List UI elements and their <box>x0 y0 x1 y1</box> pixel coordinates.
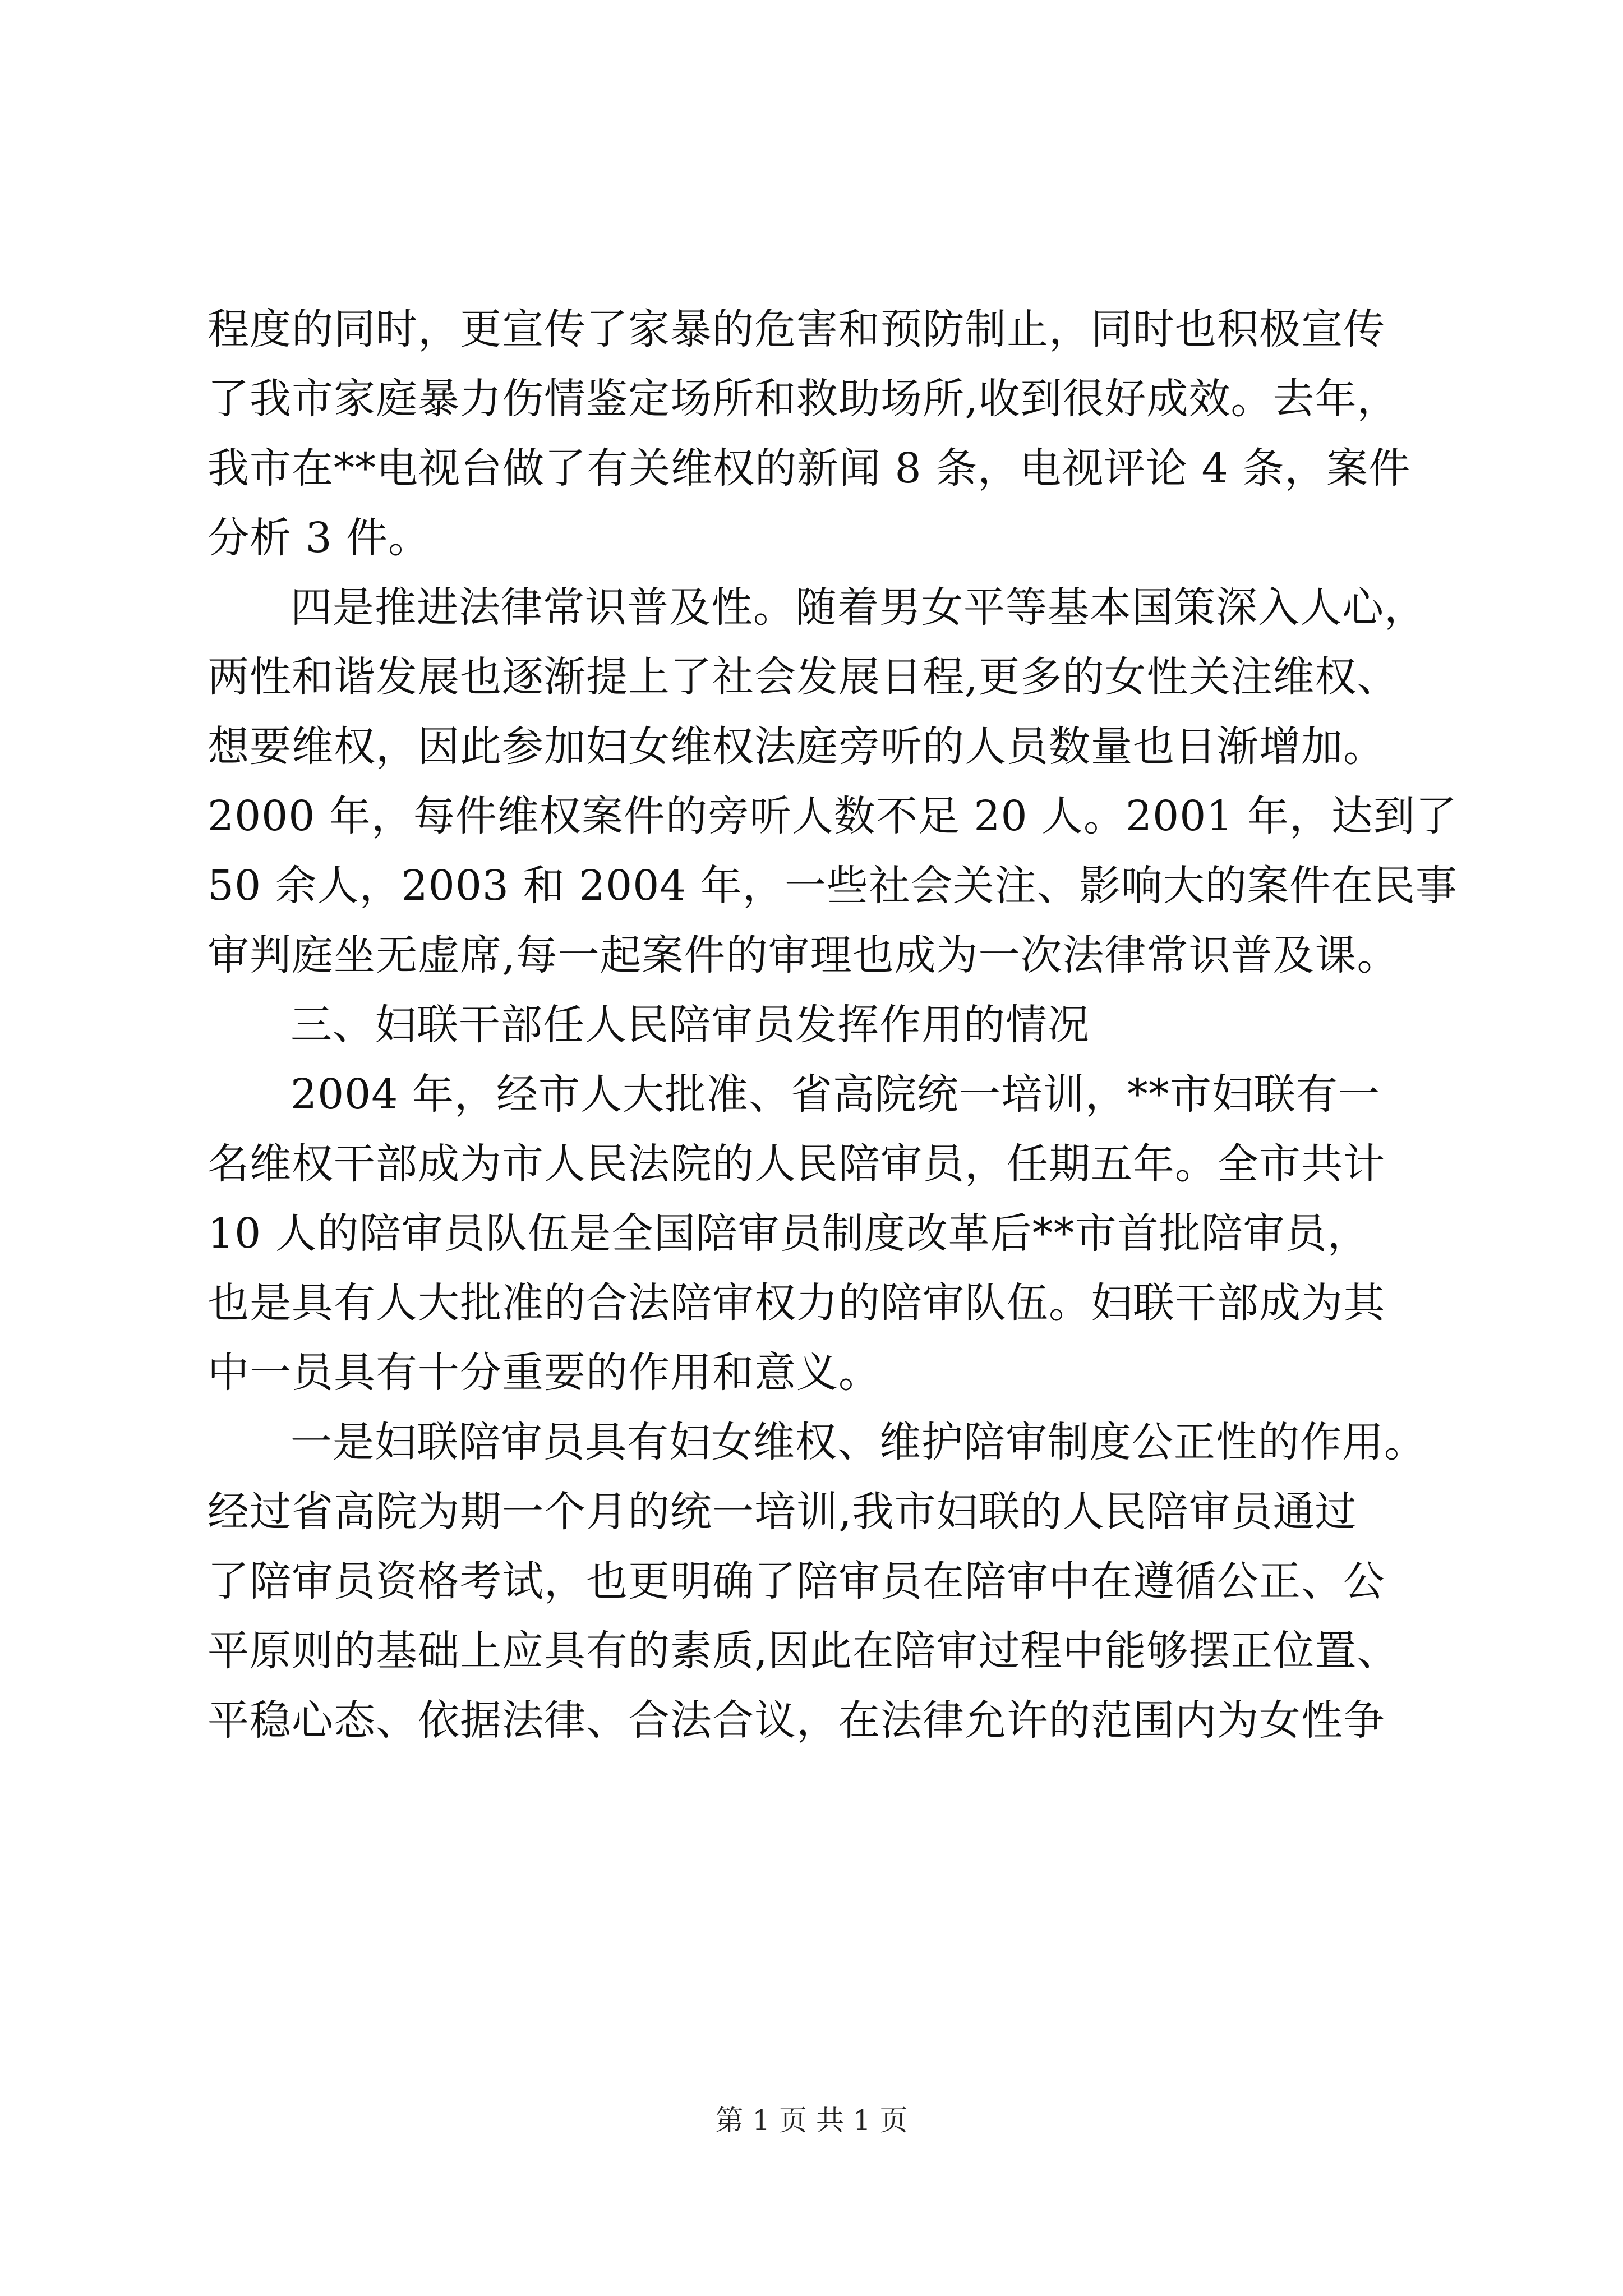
text-line: 2000 年，每件维权案件的旁听人数不足 20 人。2001 年，达到了 <box>208 792 1458 840</box>
heading-line: 三、妇联干部任人民陪审员发挥作用的情况 <box>291 1001 1090 1049</box>
text-line: 两性和谐发展也逐渐提上了社会发展日程,更多的女性关注维权、 <box>208 653 1399 701</box>
text-line: 2004 年，经市人大批准、省高院统一培训，**市妇联有一 <box>291 1070 1380 1119</box>
text-line: 名维权干部成为市人民法院的人民陪审员，任期五年。全市共计 <box>208 1140 1385 1188</box>
text-line: 想要维权，因此参加妇女维权法庭旁听的人员数量也日渐增加。 <box>208 723 1385 771</box>
paragraph-2 <box>208 573 1458 990</box>
text-line: 平原则的基础上应具有的素质,因此在陪审过程中能够摆正位置、 <box>208 1627 1399 1675</box>
text-line: 了陪审员资格考试，也更明确了陪审员在陪审中在遵循公正、公 <box>208 1557 1385 1605</box>
page-number-footer: 第 1 页 共 1 页 <box>715 2104 908 2137</box>
text-line: 中一员具有十分重要的作用和意义。 <box>208 1349 880 1397</box>
text-line: 分析 3 件。 <box>208 514 431 562</box>
text-line: 10 人的陪审员队伍是全国陪审员制度改革后**市首批陪审员， <box>208 1209 1370 1258</box>
text-line: 也是具有人大批准的合法陪审权力的陪审队伍。妇联干部成为其 <box>208 1279 1385 1327</box>
paragraph-1 <box>208 295 1419 573</box>
text-line: 程度的同时，更宣传了家暴的危害和预防制止，同时也积极宣传 <box>208 305 1385 353</box>
document-body <box>208 295 1458 1755</box>
text-line: 四是推进法律常识普及性。随着男女平等基本国策深入人心， <box>291 583 1426 632</box>
section-heading <box>208 990 1419 1060</box>
paragraph-4 <box>208 1407 1426 1755</box>
text-line: 50 余人，2003 和 2004 年，一些社会关注、影响大的案件在民事 <box>208 862 1458 910</box>
text-line: 我市在**电视台做了有关维权的新闻 8 条，电视评论 4 条，案件 <box>208 444 1411 493</box>
text-line: 审判庭坐无虚席,每一起案件的审理也成为一次法律常识普及课。 <box>208 931 1399 979</box>
text-line: 平稳心态、依据法律、合法合议，在法律允许的范围内为女性争 <box>208 1696 1385 1745</box>
text-line: 了我市家庭暴力伤情鉴定场所和救助场所,收到很好成效。去年， <box>208 375 1399 423</box>
paragraph-3 <box>208 1060 1419 1407</box>
text-line: 一是妇联陪审员具有妇女维权、维护陪审制度公正性的作用。 <box>291 1418 1426 1466</box>
text-line: 经过省高院为期一个月的统一培训,我市妇联的人民陪审员通过 <box>208 1488 1357 1536</box>
